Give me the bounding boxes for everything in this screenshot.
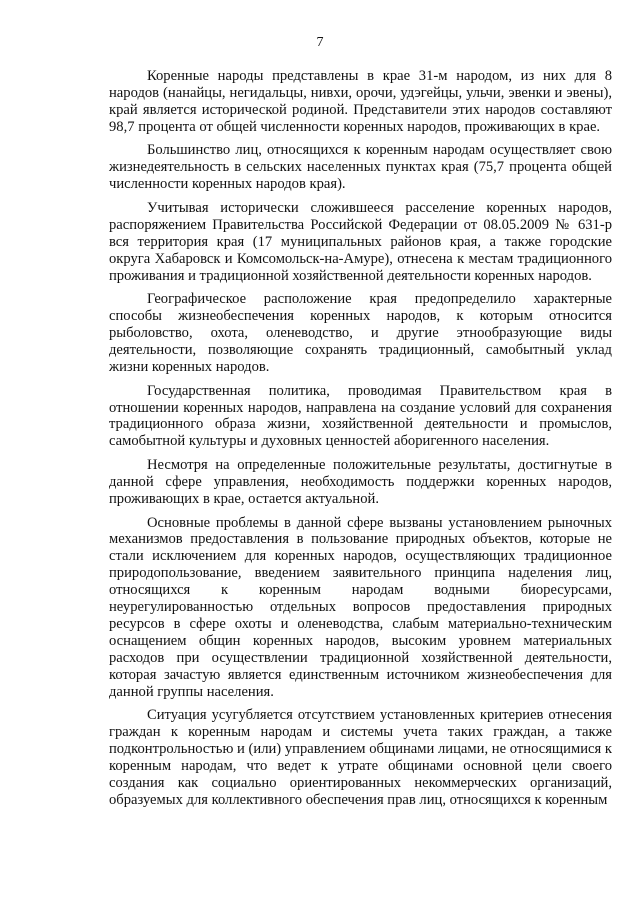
- paragraph-8: Ситуация усугубляется отсутствием установленных критериев отнесения граждан к коренным народам и системы учета таких граждан, а также подконтрольностью и (или) управлением общинами лицами, не относящимися к коренным народам, что ведет к утрате общинами основной цели своего создания как социально ориентированных некоммерческих организаций, образуемых для коллективного обеспечения прав лиц, относящихся к коренным: [109, 707, 612, 808]
- page-number: 7: [316, 35, 324, 50]
- paragraph-6: Несмотря на определенные положительные результаты, достигнутые в данной сфере управления, необходимость поддержки коренных народов, проживающих в крае, остается актуальной.: [109, 457, 612, 507]
- paragraph-7: Основные проблемы в данной сфере вызваны установлением рыночных механизмов предоставления в пользование природных объектов, которые не стали исключением для коренных народов, осуществляющих традиционное природопользование, введением заявительного принципа наделения лиц, относящихся к коренным народам водными биоресурсами, неурегулированностью отдельных вопросов предоставления природных ресурсов в сфере охоты и оленеводства, слабым материально-техническим оснащением общин коренных народов, высоким уровнем материальных расходов при осуществлении традиционной хозяйственной деятельности, которая зачастую является единственным источником жизнеобеспечения для данной группы населения.: [109, 514, 612, 700]
- paragraph-5: Государственная политика, проводимая Правительством края в отношении коренных народов, направлена на создание условий для сохранения традиционного образа жизни, хозяйственной деятельности и промыслов, самобытной культуры и духовных ценностей аборигенного населения.: [109, 382, 612, 450]
- paragraph-4: Географическое расположение края предопределило характерные способы жизнеобеспечения коренных народов, к которым относится рыболовство, охота, оленеводство, и другие этнообразующие виды деятельности, позволяющие сохранять традиционный, самобытный уклад жизни коренных народов.: [109, 291, 612, 375]
- paragraph-2: Большинство лиц, относящихся к коренным народам осуществляет свою жизнедеятельность в сельских населенных пунктах края (75,7 процента общей численности коренных народов края).: [109, 142, 612, 193]
- paragraph-3: Учитывая исторически сложившееся расселение коренных народов, распоряжением Правительства Российской Федерации от 08.05.2009 № 631-р вся территория края (17 муниципальных районов края, а также городские округа Хабаровск и Комсомольск-на-Амуре), отнесена к местам традиционного проживания и традиционной хозяйственной деятельности коренных народов.: [109, 199, 612, 284]
- body-text: [109, 68, 612, 816]
- paragraph-1: Коренные народы представлены в крае 31-м народом, из них для 8 народов (нанайцы, негидальцы, нивхи, орочи, удэгейцы, ульчи, эвенки и эвены), край является исторической родиной. Представители этих народов составляют 98,7 процента от общей численности коренных народов, проживающих в крае.: [109, 68, 612, 135]
